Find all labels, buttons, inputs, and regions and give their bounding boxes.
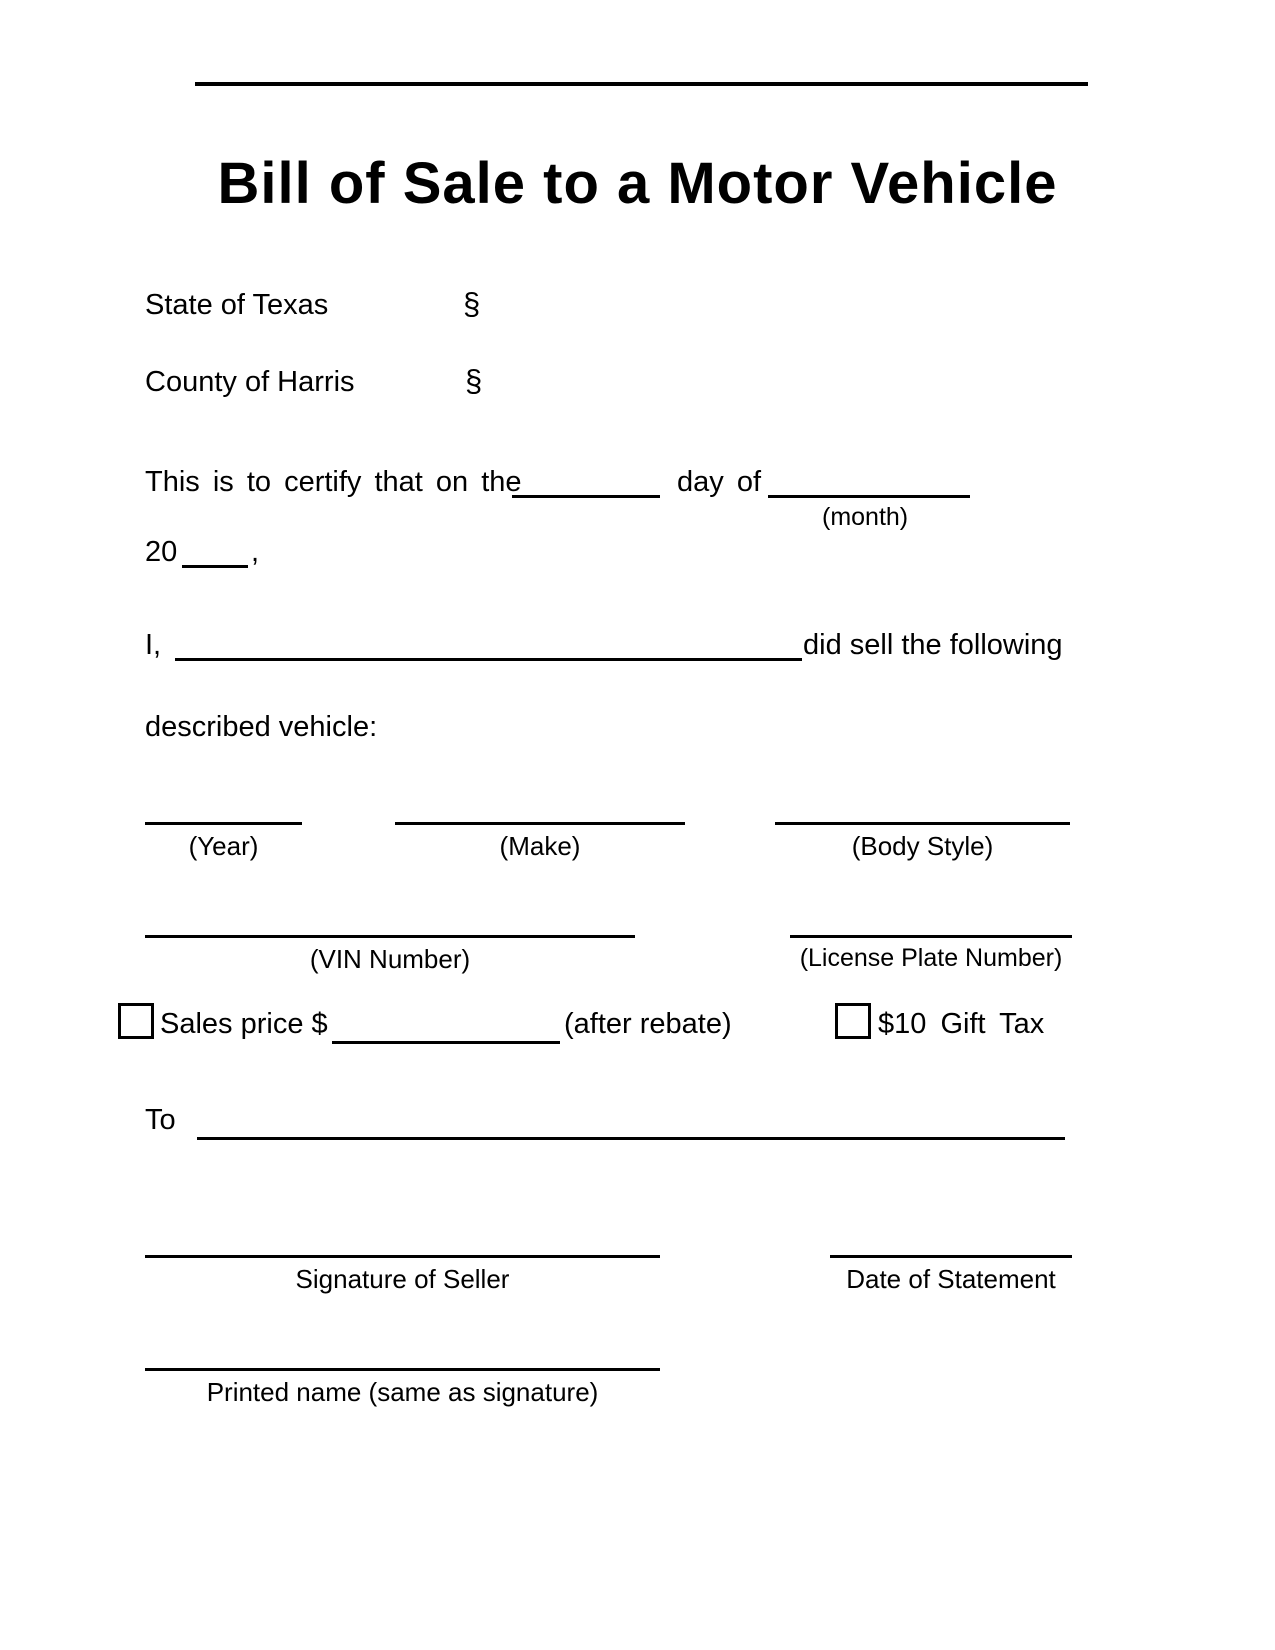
county-label: County of Harris: [145, 366, 355, 398]
date-of-statement-label: Date of Statement: [846, 1264, 1056, 1294]
gift-tax-label: $10 Gift Tax: [878, 1008, 1045, 1040]
month-caption: (month): [822, 503, 909, 531]
printed-name-field[interactable]: [145, 1368, 660, 1408]
to-label: To: [145, 1104, 176, 1136]
month-blank-line[interactable]: [768, 495, 970, 498]
license-plate-field[interactable]: [790, 935, 1072, 973]
vehicle-body-style-field[interactable]: [775, 822, 1070, 862]
seller-signature-field[interactable]: [145, 1255, 660, 1295]
seller-name-line[interactable]: [175, 658, 802, 661]
after-rebate-label: (after rebate): [564, 1008, 732, 1040]
seller-signature-label: Signature of Seller: [295, 1264, 510, 1294]
sales-price-label: Sales price $: [160, 1008, 328, 1040]
gift-tax-checkbox[interactable]: [835, 1003, 871, 1039]
vehicle-make-field[interactable]: [395, 822, 685, 862]
county-section-symbol: §: [465, 363, 483, 398]
vin-number-label: (VIN Number): [309, 944, 471, 974]
vehicle-make-label: (Make): [499, 831, 581, 861]
described-vehicle-text: described vehicle:: [145, 711, 378, 743]
i-prefix-text: I,: [145, 629, 162, 661]
printed-name-label: Printed name (same as signature): [206, 1377, 599, 1407]
day-blank-line[interactable]: [512, 495, 660, 498]
year-comma-text: ,: [251, 536, 260, 568]
vin-number-field[interactable]: [145, 935, 635, 975]
vehicle-body-style-label: (Body Style): [851, 831, 994, 861]
day-of-text: day of: [677, 466, 761, 498]
sales-price-amount-line[interactable]: [332, 1041, 560, 1044]
year-prefix-text: 20: [145, 536, 178, 568]
year-blank-line[interactable]: [182, 565, 248, 568]
top-divider-rule: [195, 82, 1088, 86]
vehicle-year-field[interactable]: [145, 822, 302, 862]
did-sell-text: did sell the following: [803, 629, 1063, 661]
state-section-symbol: §: [463, 286, 481, 321]
vehicle-year-label: (Year): [188, 831, 259, 861]
certify-prefix-text: This is to certify that on the: [145, 466, 522, 498]
sales-price-checkbox[interactable]: [118, 1003, 154, 1039]
date-of-statement-field[interactable]: [830, 1255, 1072, 1295]
buyer-name-line[interactable]: [197, 1137, 1065, 1140]
document-title: Bill of Sale to a Motor Vehicle: [217, 151, 1058, 216]
state-label: State of Texas: [145, 289, 329, 321]
license-plate-label: (License Plate Number): [799, 944, 1063, 972]
